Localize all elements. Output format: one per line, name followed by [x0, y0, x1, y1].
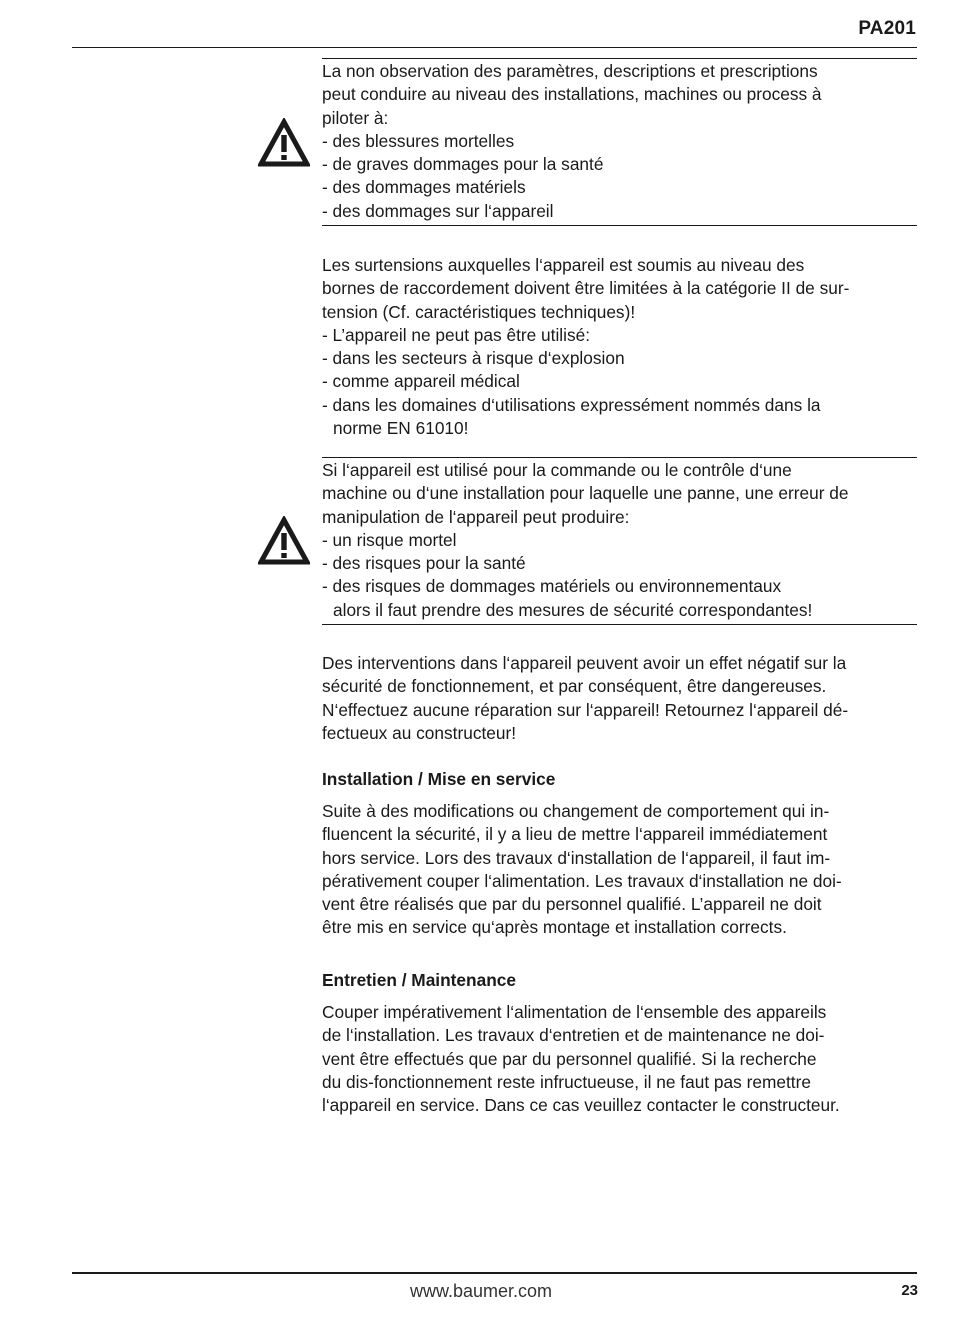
list-item: - comme appareil médical: [322, 371, 520, 392]
text-line: pérativement couper l‘alimentation. Les travaux d‘installation ne doi-: [322, 870, 842, 891]
list-item: - des dommages sur l‘appareil: [322, 200, 554, 221]
maintenance-paragraph: [322, 1001, 917, 1117]
warning-box-1: [322, 58, 917, 226]
text-line: Couper impérativement l‘alimentation de l‘ensemble des appareils: [322, 1002, 827, 1022]
text-line: vent être réalisés que par du personnel qualifié. L’appareil ne doit: [322, 894, 822, 915]
text-line: fluencent la sécurité, il y a lieu de mettre l‘appareil immédiatement: [322, 824, 828, 845]
text-line: peut conduire au niveau des installations, machines ou process à: [322, 84, 822, 105]
text-line: être mis en service qu‘après montage et installation corrects.: [322, 917, 787, 938]
list-item-continuation: norme EN 61010!: [333, 418, 469, 439]
warning-triangle-icon: [258, 516, 310, 566]
list-item: - des blessures mortelles: [322, 130, 515, 151]
warning-triangle-icon: [258, 118, 310, 168]
page-number: 23: [901, 1282, 918, 1299]
list-item: - L’appareil ne peut pas être utilisé:: [322, 324, 591, 345]
section-heading-maintenance: Entretien / Maintenance: [322, 970, 516, 990]
header-title: PA201: [858, 18, 916, 39]
text-line: Les surtensions auxquelles l‘appareil est soumis au niveau des: [322, 255, 805, 275]
text-line: piloter à:: [322, 107, 389, 128]
text-line: du dis-fonctionnement reste infructueuse, il ne faut pas remettre: [322, 1071, 811, 1092]
list-item: - des risques pour la santé: [322, 553, 526, 574]
list-item-continuation: alors il faut prendre des mesures de sécurité correspondantes!: [333, 599, 813, 620]
text-line: de l‘installation. Les travaux d‘entretien et de maintenance ne doi-: [322, 1025, 825, 1046]
text-line: sécurité de fonctionnement, et par conséquent, être dangereuses.: [322, 676, 827, 697]
text-line: l‘appareil en service. Dans ce cas veuillez contacter le constructeur.: [322, 1095, 840, 1116]
list-item: - des dommages matériels: [322, 177, 526, 198]
text-line: N‘effectuez aucune réparation sur l‘appareil! Retournez l‘appareil dé-: [322, 699, 849, 720]
text-line: Des interventions dans l‘appareil peuvent avoir un effet négatif sur la: [322, 653, 847, 673]
text-line: tension (Cf. caractéristiques techniques)!: [322, 301, 636, 322]
text-line: fectueux au constructeur!: [322, 722, 517, 743]
installation-paragraph: [322, 800, 917, 940]
footer-rule: [72, 1272, 917, 1274]
interventions-paragraph: [322, 652, 917, 745]
text-line: bornes de raccordement doivent être limitées à la catégorie II de sur-: [322, 278, 850, 299]
text-line: machine ou d‘une installation pour laquelle une panne, une erreur de: [322, 483, 849, 504]
text-line: hors service. Lors des travaux d‘installation de l‘appareil, il faut im-: [322, 847, 831, 868]
text-line: manipulation de l‘appareil peut produire:: [322, 506, 630, 527]
list-item: - dans les secteurs à risque d‘explosion: [322, 348, 625, 369]
warning-box-2: [322, 457, 917, 625]
header-rule: [72, 47, 917, 48]
footer-url: www.baumer.com: [410, 1281, 553, 1301]
text-line: Si l‘appareil est utilisé pour la commande ou le contrôle d‘une: [322, 460, 792, 480]
text-line: vent être effectués que par du personnel qualifié. Si la recherche: [322, 1048, 817, 1069]
text-line: Suite à des modifications ou changement de comportement qui in-: [322, 801, 830, 821]
section-heading-installation: Installation / Mise en service: [322, 769, 556, 789]
list-item: - dans les domaines d‘utilisations expressément nommés dans la: [322, 394, 821, 415]
surtension-paragraph: [322, 254, 917, 440]
text-line: La non observation des paramètres, descriptions et prescriptions: [322, 61, 818, 81]
list-item: - de graves dommages pour la santé: [322, 154, 604, 175]
list-item: - un risque mortel: [322, 529, 457, 550]
list-item: - des risques de dommages matériels ou environnementaux: [322, 576, 782, 597]
